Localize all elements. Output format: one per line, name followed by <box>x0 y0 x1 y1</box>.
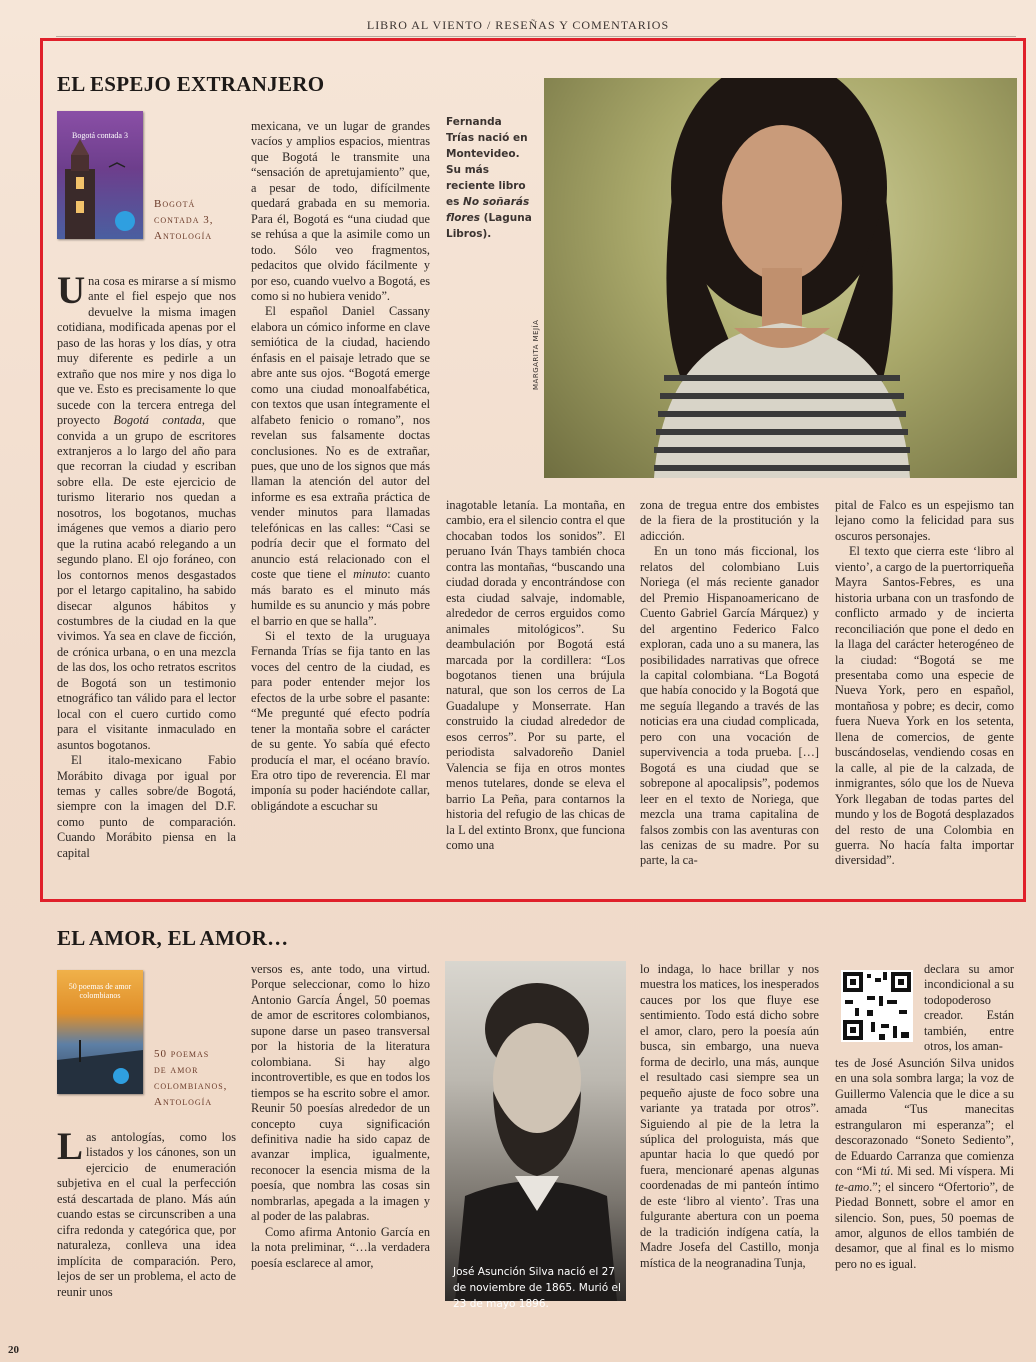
article2-column-1: Las antologías, como los listados y los cánones, son un ejercicio de enumeración subjetiva en el cual la perfección está descartada de plano. Más aún cuando estas se circunscriben a una cifra redonda y categórica que, por naturaleza, conlleva una idea implícita de comparación. Pero, lejos de ser un problema, el acto de reunir unos <box>57 1125 236 1299</box>
article2-column-3: lo indaga, lo hace brillar y nos muestra los matices, los inesperados cauces por los que fluye ese sentimiento. Todo está dicho sobre el amor, claro, pero la poesía aún busca, sin embargo, una nueva forma de decirlo, una más, aunque el resultado casi siempre sea un pequeño ajuste de foco sobre una variante ya tratada por otros”. Siguiendo al pie de la letra la súplica del prologuista, más que apuntar hacia lo que quedó por fuera, mencionaré apenas algunas coordenadas de mi panteón íntimo de este ‘libro al viento’. Tras una fulgurante abertura con un poema de la tradición indígena catía, la Madre Josefa del Castillo, monja mística de la neogranadina Tunja, <box>640 962 819 1270</box>
header-rule <box>56 36 1016 37</box>
drop-cap: U <box>57 269 86 312</box>
article-title-amor: EL AMOR, EL AMOR… <box>57 926 289 950</box>
book-cover-bogota-contada <box>57 111 143 239</box>
photo-credit: MARGARITA MEJÍA <box>532 319 540 390</box>
portrait-man-icon <box>445 961 626 1301</box>
article2-column-2: versos es, ante todo, una virtud. Porque seleccionar, como lo hizo Antonio García Ángel, 50 poemas de amor de escritores colombianos, supone darse un paseo transversal por la historia de la literatura colombiana. Si hay algo incontrovertible, es que en todos los tiempos se ha escrito sobre el amor. Reunir 50 poesías alrededor de un concepto cuya significación definitiva nadie ha sido capaz de avanzar implica, igualmente, reconocer la esencia misma de la poesía, que nombra las cosas sin nombrarlas, apegada a la imagen y al poder de las palabras. Como afirma Antonio García en la nota preliminar, “…la verdadera poesía esclarece al amor, <box>251 962 430 1270</box>
drop-cap: L <box>57 1125 84 1168</box>
photo-caption-trias: Fernanda Trías nació en Montevideo. Su más reciente libro es No soñarás flores (Laguna Libros). <box>446 116 532 240</box>
photo-jose-asuncion-silva <box>445 961 626 1301</box>
book-cover-title: Bogotá contada 3 <box>72 131 128 140</box>
article1-column-1: Una cosa es mirarse a sí mismo ante el fiel espejo que nos devuelve la misma imagen cotidiana, modificada apenas por el paso de las horas y los días, y otra muy diferente es pedirle a un extraño que nos mire y nos diga lo que ve. Esto es precisamente lo que sucede con la tercera entrega del proyecto Bogotá contada, que convida a un grupo de escritores extranjeros a lo largo del año para que recorran la ciudad y escriban sobre ella. De este ejercicio de turismo literario nos quedan a nosotros, los bogotanos, muchas imágenes que vemos a diario pero que la rutina acabó relegando a un segundo plano. El ojo foráneo, con los contornos menos desgastados por el letargo capitalino, ha sabido disecar algunos hábitos y costumbres de la ciudad en la que vivimos. Ya sea en clave de ficción, de crónica urbana, o en una mezcla de las dos, los ocho retratos escritos de Bogotá son un testimonio etnográfico tan válido para el lector local con el cuero curtido como para el visitante inmaculado en asuntos bogotanos. El italo-mexicano Fabio Morábito divaga por igual por temas y calles sobre/de Bogotá, siempre con la imagen del D.F. como punto de comparación. Cuando Morábito piensa en la capital <box>57 269 236 860</box>
qr-code-icon[interactable] <box>841 970 913 1042</box>
running-head: LIBRO AL VIENTO / RESEÑAS Y COMENTARIOS <box>366 18 670 32</box>
article1-column-3: inagotable letanía. La montaña, en cambio, era el silencio contra el que chocaban todos los sonidos”. El peruano Iván Thays también choca contra las montañas, “buscando una ciudad dorada y encontrándose con esta ciudad salvaje, indomable, alrededor de cerros erguidos como animales mitológicos”. Su deambulación por Bogotá está marcada por la cordillera: “Los bogotanos tienen una brújula natural, que son los cerros de La Guadalupe y Monserrate. Han construido la ciudad alrededor de esos cerros”. Por su parte, el periodista salvadoreño Daniel Valencia se fija en otros montes menos tutelares, donde se eleva el barrio La Peña, para contarnos la historia del refugio de las chicas de la L del extinto Bronx, que funciona como una <box>446 498 625 852</box>
book-caption: Bogotá contada 3, Antología <box>154 198 214 242</box>
book-caption: 50 poemas de amor colombianos, Antología <box>154 1048 228 1108</box>
book-cover-50-poemas <box>57 970 143 1094</box>
article2-column-4: tes de José Asunción Silva unidos en una sola sombra larga; la voz de Guillermo Valencia que le dice a su amada “Tus manecitas estrangularon mi esperanza”; el descorazonado “Soneto Sediento”, de Eduardo Carranza que comienza con “Mi tú. Mi sed. Mi víspera. Mi te-amo.”; el sincero “Ofertorio”, de Piedad Bonnett, sobre el amor en silencio. Son, pues, 50 poemas de amor, algunos de ellos también de desamor, que al final es lo mismo pero no es igual. <box>835 1056 1015 1271</box>
church-tower-icon <box>57 111 143 239</box>
book-cover-title: 50 poemas de amor colombianos <box>68 982 132 1000</box>
portrait-woman-icon <box>544 78 1017 478</box>
article-title-espejo: EL ESPEJO EXTRANJERO <box>57 72 325 96</box>
article1-column-5: pital de Falco es un espejismo tan lejano como la felicidad para sus oscuros personajes. El texto que cierra este ‘libro al viento’, a cargo de la puertorriqueña Mayra Santos-Febres, es una historia urbana con un trasfondo de conflicto armado y de incierta reconciliación que pone el dedo en la llaga del carácter heterogéneo de la ciudad: “Bogotá se me presentaba como una especie de Nueva York, pero en español, montañosa y pobre; es decir, como fuera Nueva York en los setenta, llena de comercios, de gente buscándoselas, vendiendo cosas en la calle, al pie de la calzada, de inmigrantes, sólo que los de Nueva York llegaban de todas partes del mundo y los de Bogotá desplazados del resto de una Colombia en guerra. No hacía falta importar diversidad”. <box>835 498 1014 868</box>
article2-column-4-top: declara su amor incondicional a su todopoderoso creador. Están también, entre otros, los aman- <box>924 962 1014 1054</box>
page-number: 20 <box>8 1344 19 1356</box>
article1-column-4: zona de tregua entre dos embistes de la fiera de la prostitución y la adicción. En un tono más ficcional, los relatos del colombiano Luis Noriega (el más reciente ganador del Premio Hispanoamericano de Cuento Gabriel García Márquez) y del argentino Federico Falco exploran, cada uno a su manera, las posibilidades narrativas que ofrece la capital colombiana. “La Bogotá que había conocido y la Bogotá que me seguía llegando a través de las noticias era una ciudad complicada, pero con una vocación de supervivencia a toda prueba. […] Bogotá es una ciudad que se sobrepone al apocalipsis”, podemos leer en el texto de Noriega, que mezcla una trama capitalina de falsos zombis con las aventuras con las cenizas de su madre. Por su parte, la ca- <box>640 498 819 868</box>
photo-fernanda-trias <box>544 78 1017 478</box>
qr-code-pattern <box>841 970 913 1042</box>
photo-caption-silva: José Asunción Silva nació el 27 de noviembre de 1865. Murió el 23 de mayo 1896. <box>453 1266 621 1310</box>
article1-column-2: mexicana, ve un lugar de grandes vacíos y amplios espacios, mientras que Bogotá le transmite una “sensación de apretujamiento” que, a pesar de todo, difícilmente quedará grabada en su memoria. Para él, Bogotá es “una ciudad que se rehúsa a que la asimile como un todo. Sólo veo fragmentos, pedacitos que olvido fácilmente y por eso, cuando vuelvo a Bogotá, es como si no hubiera venido”. El español Daniel Cassany elabora un cómico informe en clave semiótica de la ciudad, haciendo énfasis en el paisaje letrado que se abre ante sus ojos. “Bogotá emerge como una ciudad monoalfabética, con textos que usan íntegramente el alfabeto fenicio o romano”, nos revelan sus falsamente doctas conclusiones. No es de extrañar, pues, que uno de los signos que más llaman la atención del autor del informe es esa extraña práctica de vender minutos para llamadas telefónicas en las calles: “Casi se podría decir que el formato del anuncio está relacionado con el coste que tiene el minuto: cuanto más barato es el minuto más humilde es su anuncio y más pobre el barrio en que se halla”. Si el texto de la uruguaya Fernanda Trías se fija tanto en las voces del centro de la ciudad, es para poder entender mejor los efectos de la urbe sobre el pasante: “Me pregunté qué efecto podría tener la montaña sobre el carácter de su gente. Yo sabía qué efecto producía el mar, el océano bravío. Era otro tipo de reverencia. El mar imponía su poder haciéndote callar, obligándote a escuchar su <box>251 119 430 813</box>
landscape-icon <box>57 970 143 1094</box>
